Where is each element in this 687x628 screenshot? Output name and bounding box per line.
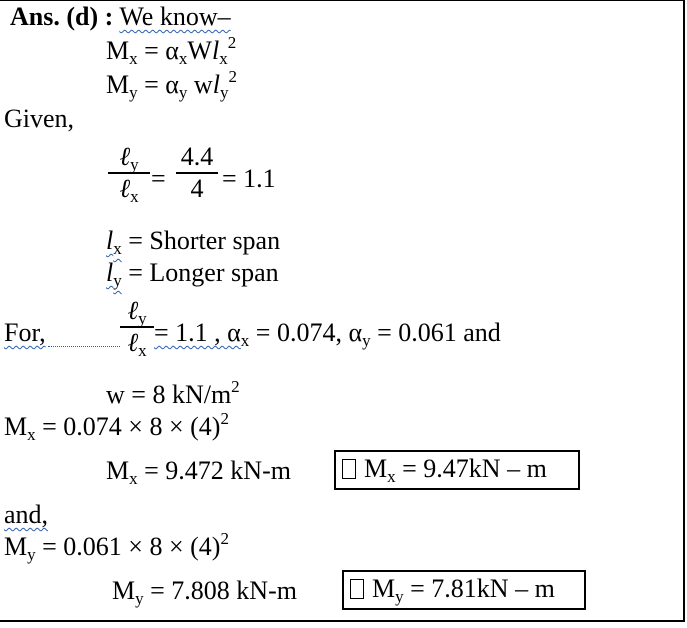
for-squiggle [48,346,120,347]
given-label: Given, [4,104,75,133]
answer-line [10,2,231,32]
my-result-line: $M_y = 7.808$ kN-m [112,576,297,608]
mx-calc-line: $M_x = 0.074 \times 8 \times (4)^2$ [4,409,229,444]
page-border-bottom [0,620,685,622]
load-line: w = 8 $kN/m^2$ [106,377,240,409]
my-final-box: $M_y = 7.81kN - m$ [342,570,586,610]
for-values: = 1.1 , $\alpha_x = 0.074$, $\alpha_y = 0.061$ and [154,318,501,350]
ratio-fraction: ℓ$_y$ ℓ$_x$ [108,142,150,204]
page-border-top [0,0,685,1]
page-border-right [683,0,685,620]
and-label: and, [4,500,49,529]
longer-span: $l_y$ = Longer span [106,258,279,290]
ratio-result: = 1.1 [222,164,276,193]
my-calc-line: $M_y = 0.061 \times 8 \times (4)^2$ [4,529,229,564]
for-ratio-fraction: ℓ$_y$ ℓ$_x$ [120,296,154,358]
my-formula: $M_y = \alpha_y$ $wl_y^2$ [106,67,237,102]
for-label: For, [4,318,46,347]
shorter-span: $l_x$ = Shorter span [106,226,281,258]
ratio-value-fraction: 4.4 4 [176,142,218,204]
mx-result-line: $M_x = 9.472$ kN-m [106,456,291,488]
ratio-eq: = [151,164,166,193]
mx-formula: $M_x = \alpha_xWl_x^2$ [106,33,237,68]
therefore-icon [350,579,364,599]
therefore-icon [342,459,356,479]
mx-final-box: $M_x = 9.47kN - m$ [334,450,580,490]
answer-text: We know– [119,2,231,31]
answer-label: Ans. (d) : [10,2,114,31]
